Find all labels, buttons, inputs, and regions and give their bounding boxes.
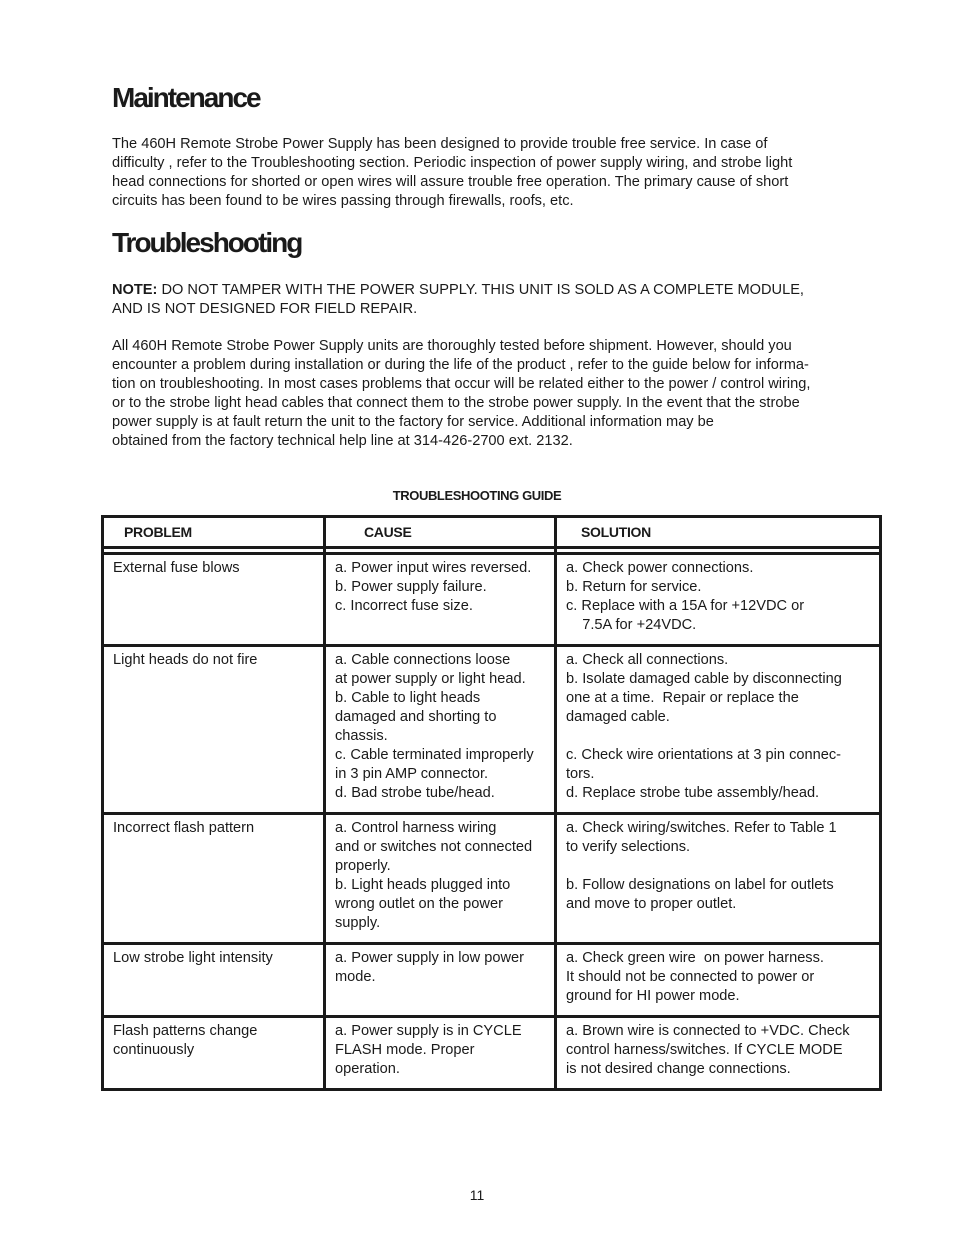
- note-label: NOTE:: [112, 282, 158, 298]
- solution-cell: [556, 814, 881, 944]
- cause-line: FLASH mode. Proper: [335, 1042, 475, 1058]
- cause-line: a. Power supply is in CYCLE: [335, 1023, 522, 1039]
- solution-line: c. Replace with a 15A for +12VDC or: [566, 598, 805, 614]
- cause-line: at power supply or light head.: [335, 671, 526, 687]
- solution-line: b. Follow designations on label for outlets: [566, 877, 834, 893]
- header-solution: SOLUTION: [556, 517, 881, 548]
- note-text: DO NOT TAMPER WITH THE POWER SUPPLY. THIS UNIT IS SOLD AS A COMPLETE MODULE,: [157, 282, 804, 298]
- cause-cell: [325, 814, 556, 944]
- problem-cell: [103, 1017, 325, 1090]
- page-number: 11: [469, 1187, 485, 1203]
- solution-line: a. Check power connections.: [566, 560, 754, 576]
- cause-line: wrong outlet on the power: [335, 896, 503, 912]
- solution-cell: [556, 646, 881, 814]
- solution-cell: [556, 944, 881, 1017]
- solution-line: control harness/switches. If CYCLE MODE: [566, 1042, 843, 1058]
- cause-line: supply.: [335, 915, 381, 931]
- cause-line: a. Cable connections loose: [335, 652, 511, 668]
- problem-cell: [103, 646, 325, 814]
- table-header-row: [103, 517, 881, 548]
- troubleshooting-line: All 460H Remote Strobe Power Supply units are thoroughly tested before shipment. However, should you: [112, 338, 792, 354]
- problem-line: External fuse blows: [113, 560, 240, 576]
- solution-line: one at a time. Repair or replace the: [566, 690, 799, 706]
- solution-line: b. Return for service.: [566, 579, 702, 595]
- maintenance-heading: Maintenance: [112, 82, 260, 113]
- maintenance-line: The 460H Remote Strobe Power Supply has been designed to provide trouble free service. In case of: [112, 136, 768, 152]
- table-row: [103, 646, 881, 814]
- troubleshooting-line: or to the strobe light head cables that connect them to the strobe power supply. In the event that the strobe: [112, 395, 800, 411]
- solution-line: b. Isolate damaged cable by disconnecting: [566, 671, 842, 687]
- table-row: [103, 1017, 881, 1090]
- header-problem: PROBLEM: [103, 517, 325, 548]
- solution-line: a. Check green wire on power harness.: [566, 950, 824, 966]
- solution-line: ground for HI power mode.: [566, 988, 740, 1004]
- maintenance-line: difficulty , refer to the Troubleshooting section. Periodic inspection of power supply wiring, and strobe light: [112, 155, 793, 171]
- cause-line: c. Incorrect fuse size.: [335, 598, 473, 614]
- table-body: [103, 548, 881, 1090]
- problem-cell: [103, 554, 325, 646]
- table-row: [103, 814, 881, 944]
- troubleshooting-line: tion on troubleshooting. In most cases problems that occur will be related either to the power / control wiring,: [112, 376, 811, 392]
- solution-line: d. Replace strobe tube assembly/head.: [566, 785, 820, 801]
- solution-line: a. Check all connections.: [566, 652, 729, 668]
- guide-title: TROUBLESHOOTING GUIDE: [392, 488, 562, 503]
- maintenance-paragraph: [112, 135, 872, 211]
- note-line: [112, 281, 872, 300]
- cause-line: b. Light heads plugged into: [335, 877, 511, 893]
- header-cause: CAUSE: [325, 517, 556, 548]
- maintenance-line: circuits has been found to be wires passing through firewalls, roofs, etc.: [112, 193, 574, 209]
- blank-line: [566, 857, 871, 876]
- cause-line: c. Cable terminated improperly: [335, 747, 534, 763]
- problem-line: Flash patterns change: [113, 1023, 258, 1039]
- solution-line: 7.5A for +24VDC.: [566, 617, 697, 633]
- problem-cell: [103, 944, 325, 1017]
- solution-line: a. Brown wire is connected to +VDC. Check: [566, 1023, 850, 1039]
- solution-line: and move to proper outlet.: [566, 896, 737, 912]
- cause-cell: [325, 944, 556, 1017]
- solution-cell: [556, 554, 881, 646]
- cause-line: damaged and shorting to: [335, 709, 497, 725]
- cause-cell: [325, 1017, 556, 1090]
- problem-line: Light heads do not fire: [113, 652, 258, 668]
- cause-line: d. Bad strobe tube/head.: [335, 785, 495, 801]
- cause-cell: [325, 554, 556, 646]
- note-paragraph: [112, 281, 872, 319]
- troubleshooting-heading: Troubleshooting: [112, 227, 302, 258]
- troubleshooting-line: encounter a problem during installation or during the life of the product , refer to the guide below for informa-: [112, 357, 809, 373]
- problem-line: continuously: [113, 1042, 195, 1058]
- solution-line: damaged cable.: [566, 709, 670, 725]
- table-row: [103, 554, 881, 646]
- solution-cell: [556, 1017, 881, 1090]
- cause-cell: [325, 646, 556, 814]
- problem-line: Incorrect flash pattern: [113, 820, 255, 836]
- problem-line: Low strobe light intensity: [113, 950, 273, 966]
- problem-cell: [103, 814, 325, 944]
- solution-line: a. Check wiring/switches. Refer to Table 1: [566, 820, 837, 836]
- cause-line: b. Power supply failure.: [335, 579, 487, 595]
- solution-line: It should not be connected to power or: [566, 969, 815, 985]
- cause-line: mode.: [335, 969, 376, 985]
- blank-line: [566, 727, 871, 746]
- troubleshooting-table: [101, 515, 882, 1091]
- troubleshooting-line: obtained from the factory technical help line at 314-426-2700 ext. 2132.: [112, 433, 573, 449]
- note-line: AND IS NOT DESIGNED FOR FIELD REPAIR.: [112, 301, 418, 317]
- cause-line: a. Power input wires reversed.: [335, 560, 532, 576]
- table-row: [103, 944, 881, 1017]
- cause-line: operation.: [335, 1061, 400, 1077]
- solution-line: to verify selections.: [566, 839, 691, 855]
- cause-line: and or switches not connected: [335, 839, 533, 855]
- solution-line: is not desired change connections.: [566, 1061, 791, 1077]
- troubleshooting-paragraph: [112, 337, 872, 451]
- solution-line: c. Check wire orientations at 3 pin connec-: [566, 747, 841, 763]
- cause-line: a. Control harness wiring: [335, 820, 497, 836]
- solution-line: tors.: [566, 766, 595, 782]
- cause-line: a. Power supply in low power: [335, 950, 524, 966]
- troubleshooting-line: power supply is at fault return the unit to the factory for service. Additional information may be: [112, 414, 714, 430]
- cause-line: in 3 pin AMP connector.: [335, 766, 489, 782]
- cause-line: chassis.: [335, 728, 388, 744]
- maintenance-line: head connections for shorted or open wires will assure trouble free operation. The primary cause of short: [112, 174, 789, 190]
- cause-line: b. Cable to light heads: [335, 690, 481, 706]
- cause-line: properly.: [335, 858, 391, 874]
